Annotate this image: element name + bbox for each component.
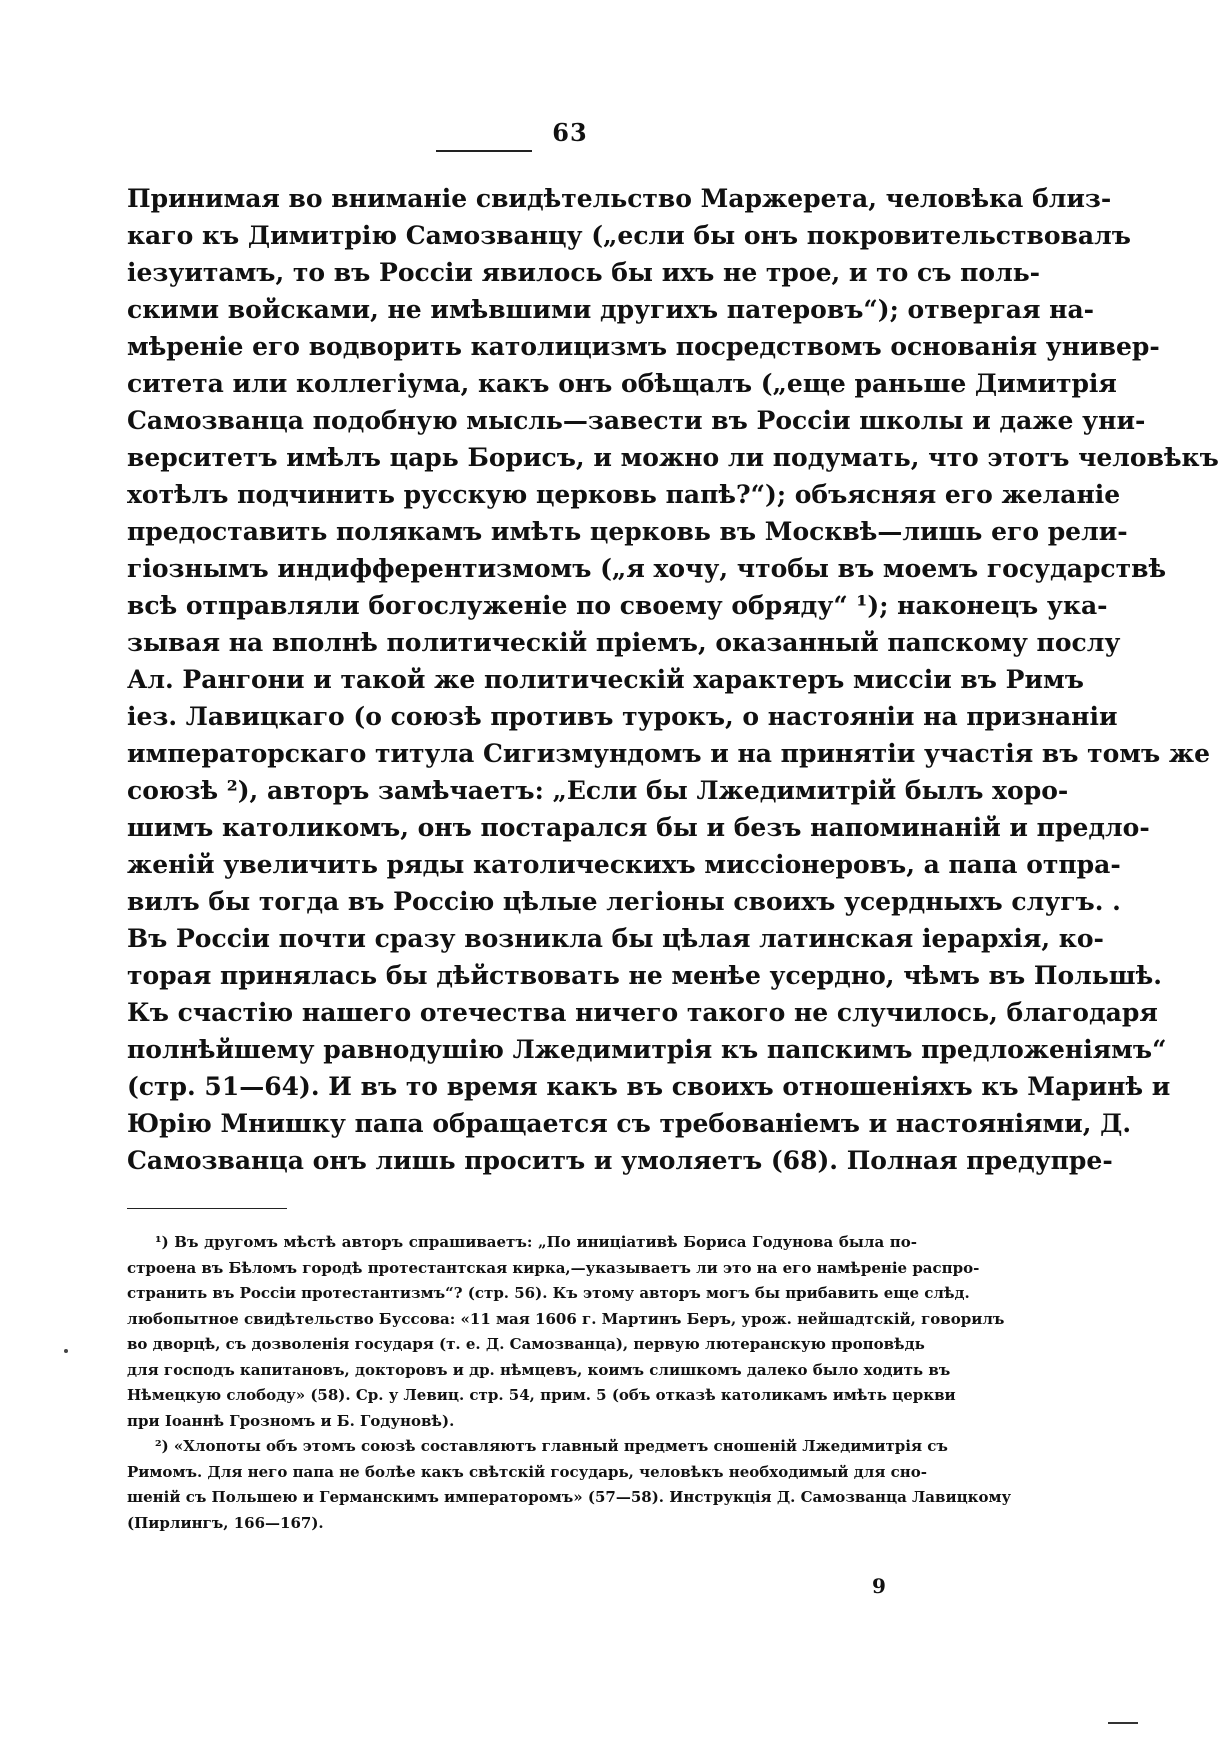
footnote-line: строена въ Бѣломъ городѣ протестантская кирка,—указываетъ ли это на его намѣреніе распро- [127,1258,980,1277]
body-line: Юрію Мнишку папа обращается съ требованіемъ и настояніями, Д. [127,1109,1132,1138]
body-line: вилъ бы тогда въ Россію цѣлые легіоны своихъ усердныхъ слугъ. . [127,887,1121,916]
edge-mark [1108,1722,1138,1724]
footnote-line: во дворцѣ, съ дозволенія государя (т. е. Д. Самозванца), первую лютеранскую проповѣдь [127,1335,925,1353]
body-line: іезуитамъ, то въ Россіи явилось бы ихъ не трое, и то съ поль- [127,258,1041,287]
body-line: верситетъ имѣлъ царь Борисъ, и можно ли подумать, что этотъ человѣкъ [127,443,1219,472]
footnote-line: ²) «Хлопоты объ этомъ союзѣ составляютъ главный предметъ сношеній Лжедимитрія съ [155,1437,948,1455]
main-text [127,180,1219,1179]
footnote-line: ¹) Въ другомъ мѣстѣ авторъ спрашиваетъ: „По иниціативѣ Бориса Годунова была по- [155,1233,917,1251]
body-line-italic-start: полнѣйшему равнодушію Лжедимитрія къ папскимъ предложеніямъ“ [127,1035,1167,1064]
footnote-line: Римомъ. Для него папа не болѣе какъ свѣтскій государь, человѣкъ необходимый для сно- [127,1462,927,1481]
body-line: союзѣ ²), авторъ замѣчаетъ: „Если бы Лжедимитрій былъ хоро- [127,776,1069,805]
body-line: хотѣлъ подчинить русскую церковь папѣ?“); объясняя его желаніе [127,480,1121,509]
body-line: Самозванца онъ лишь проситъ и умоляетъ (68). Полная предупре- [127,1146,1113,1175]
body-line: Къ счастію нашего отечества ничего такого не случилось, благодаря [127,998,1158,1027]
body-line: Принимая во вниманіе свидѣтельство Маржерета, человѣка близ- [127,184,1112,213]
body-line: всѣ отправляли богослуженіе по своему обряду“ ¹); наконецъ ука- [127,591,1108,620]
body-line: Ал. Рангони и такой же политическій характеръ миссіи въ Римъ [127,665,1084,694]
body-line: зывая на вполнѣ политическій пріемъ, оказанный папскому послу [127,628,1121,657]
footnote-line: для господъ капитановъ, докторовъ и др. нѣмцевъ, коимъ слишкомъ далеко было ходить въ [127,1360,951,1379]
body-line: ситета или коллегіума, какъ онъ обѣщалъ („еще раньше Димитрія [127,369,1117,398]
body-line: іез. Лавицкаго (о союзѣ противъ турокъ, о настояніи на признаніи [127,702,1118,731]
body-line: Самозванца подобную мысль—завести въ Россіи школы и даже уни- [127,406,1146,435]
footnote-line: Нѣмецкую слободу» (58). Ср. у Левиц. стр. 54, прим. 5 (объ отказѣ католикамъ имѣть церкви [127,1386,956,1404]
body-line: шимъ католикомъ, онъ постарался бы и безъ напоминаній и предло- [127,813,1150,842]
footnote-separator [127,1208,287,1209]
footnotes [127,1230,1012,1536]
page-number-rule [436,150,532,152]
footnote-line: любопытное свидѣтельство Буссова: «11 мая 1606 г. Мартинъ Беръ, урож. нейшадтскій, говорилъ [127,1309,1005,1328]
footnote-line: странить въ Россіи протестантизмъ“? (стр. 56). Къ этому авторъ могъ бы прибавить еще слѣд. [127,1284,970,1302]
signature-mark: 9 [872,1574,886,1598]
page-number: 63 [552,118,588,147]
body-line: торая принялась бы дѣйствовать не менѣе усердно, чѣмъ въ Польшѣ. [127,961,1162,990]
footnote-line: (Пирлингъ, 166—167). [127,1513,324,1532]
body-line: (стр. 51—64). И въ то время какъ въ своихъ отношеніяхъ къ Маринѣ и [127,1072,1171,1101]
margin-speck [64,1349,68,1353]
body-line: мѣреніе его водворить католицизмъ посредствомъ основанія универ- [127,332,1160,361]
body-line: каго къ Димитрію Самозванцу („если бы онъ покровительствовалъ [127,221,1131,250]
footnote-line: при Іоаннѣ Грозномъ и Б. Годуновѣ). [127,1411,455,1430]
body-line: женій увеличить ряды католическихъ миссіонеровъ, а папа отпра- [127,850,1121,879]
body-line: предоставить полякамъ имѣть церковь въ Москвѣ—лишь его рели- [127,517,1128,546]
body-line: гіознымъ индифферентизмомъ („я хочу, чтобы въ моемъ государствѣ [127,554,1167,583]
footnote-line: шеній съ Польшею и Германскимъ императоромъ» (57—58). Инструкція Д. Самозванца Лавицкому [127,1488,1012,1506]
body-line: Въ Россіи почти сразу возникла бы цѣлая латинская іерархія, ко- [127,924,1104,953]
body-line: скими войсками, не имѣвшими другихъ патеровъ“); отвергая на- [127,295,1095,324]
body-line: императорскаго титула Сигизмундомъ и на принятіи участія въ томъ же [127,739,1211,768]
